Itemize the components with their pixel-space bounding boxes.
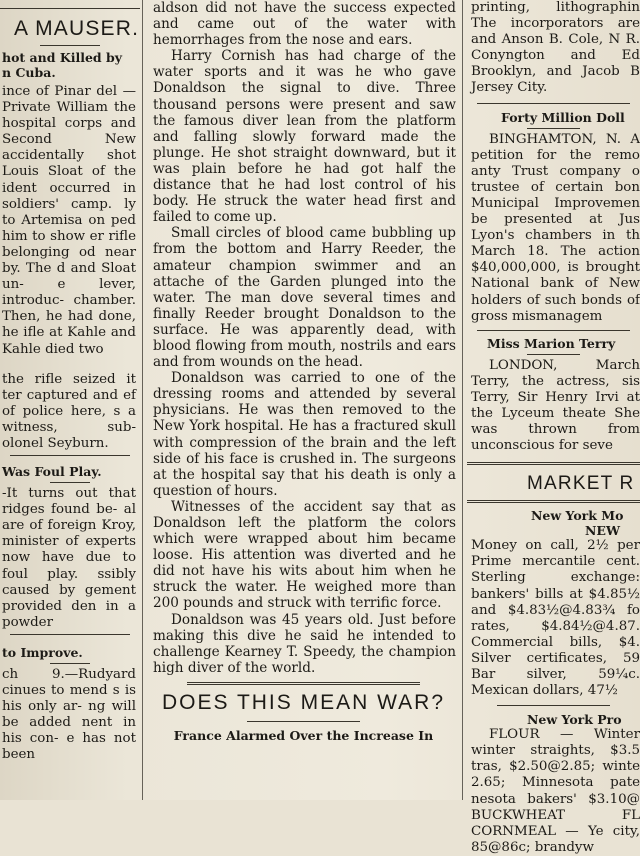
column-left bbox=[0, 0, 140, 800]
rule bbox=[0, 8, 140, 9]
headline-mauser: A MAUSER. bbox=[14, 17, 140, 40]
rule bbox=[527, 128, 580, 129]
rule bbox=[527, 354, 580, 355]
rule bbox=[10, 455, 130, 456]
subhead-marion-terry: Miss Marion Terry bbox=[487, 335, 616, 351]
paragraph: Donaldson was carried to one of the dressing rooms and attended by several physicians. He was then removed to the New York hospital. He has a fractured skull with compression of the brain and the left side of his face is crushed in. The surgeons at the hospital say that his death is only a question of hours. bbox=[153, 370, 456, 499]
rule bbox=[50, 482, 90, 483]
story-produce: FLOUR — Winter winter straights, $3.5 tras, $2.50@2.85; winte 2.65; Minnesota pate nesota bakers' $3.10@ BUCKWHEAT FL CORNMEAL — Ye city, 85@86c; brandyw bbox=[471, 727, 640, 855]
column-right bbox=[467, 0, 640, 855]
paragraph: Harry Cornish has had charge of the water sports and it was he who gave Donaldson the signal to dive. Three thousand persons were present and saw the famous diver lean from the platform and falling slowly forward made the plunge. He shot straight downward, but it was plain before he had got half the distance that he had lost control of his body. He struck the water head first and failed to come up. bbox=[153, 48, 456, 226]
rule bbox=[10, 634, 130, 635]
column-rule-1 bbox=[142, 0, 143, 800]
story-improve: ch 9.—Rudyard cinues to mend s is his only ar- ng will be added nent in his con- e has not been bbox=[2, 666, 136, 763]
subhead-shot-killed: hot and Killed by n Cuba. bbox=[2, 50, 122, 80]
rule bbox=[50, 663, 90, 664]
story-mauser-cont: the rifle seized it ter captured and ef of police here, s a witness, sub- olonel Seyburn. bbox=[2, 371, 136, 451]
subhead-ny-produce: New York Pro bbox=[527, 712, 622, 728]
rule bbox=[477, 103, 630, 104]
headline-improve: to Improve. bbox=[2, 644, 83, 660]
paragraph: aldson did not have the success expected and came out of the water with hemorrhages from the nose and ears. bbox=[153, 0, 456, 49]
paragraph: Small circles of blood came bubbling up from the bottom and Harry Reeder, the amateur champion swimmer and an attache of the Garden plunged into the water. The man dove several times and finally Reeder brought Donaldson to the surface. He was apparently dead, with blood flowing from mouth, nostrils and ears and from wounds on the head. bbox=[153, 225, 456, 371]
rule bbox=[467, 500, 640, 503]
story-foul-play: -It turns out that ridges found be- al are of foreign Kroy, minister of experts now have due to foul play. ssibly caused by gement provided den in a powder bbox=[2, 486, 136, 630]
rule bbox=[187, 682, 420, 685]
paragraph: Witnesses of the accident say that as Donaldson left the platform the colors which were wrapped about him became loose. His attention was diverted and he did not have his wits about him when he struck the water. He weighed more than 200 pounds and struck with terrific force. bbox=[153, 498, 456, 612]
story-money: Money on call, 2½ per Prime mercantile cent. Sterling exchange: bankers' bills at $4.85½ and $4.83½@4.83¾ fo rates, $4.84½@4.87. Commercial bills, $4. Silver certificates, 59 Bar silver, 59¼c. Mexican dollars, 47½ bbox=[471, 538, 640, 699]
subhead-ny-money: New York Mo bbox=[531, 508, 624, 524]
headline-foul-play: Was Foul Play. bbox=[2, 464, 102, 480]
headline-market: MARKET R bbox=[527, 473, 635, 495]
headline-war: DOES THIS MEAN WAR? bbox=[161, 690, 446, 714]
story-binghamton: BINGHAMTON, N. A petition for the remo anty Trust company o trustee of certain bon Municipal Improvemen be presented at Jus Lyon's chambers in th March 18. The action $40,000,000, is brought National bank of New holders of such bonds of gross mismanagem bbox=[471, 131, 640, 324]
rule bbox=[467, 462, 640, 465]
rule bbox=[247, 721, 360, 722]
rule bbox=[40, 45, 100, 46]
rule bbox=[477, 330, 630, 331]
subhead-new: NEW bbox=[585, 523, 620, 539]
column-rule-2 bbox=[462, 0, 463, 800]
column-center bbox=[147, 0, 460, 800]
story-incorporators: printing, lithographin The incorporators are and Anson B. Cole, N R. Conyngton and Ed Brooklyn, and Jacob B Jersey City. bbox=[471, 0, 640, 96]
subhead-france: France Alarmed Over the Increase In bbox=[173, 727, 434, 743]
paragraph: Donaldson was 45 years old. Just before making this dive he said he intended to challenge Kearney T. Speedy, the champion high diver of the world. bbox=[153, 611, 456, 676]
story-mauser: ince of Pinar del —Private William the hospital corps and Second New accidentally shot Louis Sloat of the ident occurred in soldiers' camp. ly to Artemisa on ped him to show er rifle belonging od near by. The d and Sloat un- e lever, introduc- chamber. Then, he had done, he ifle at Kahle and Kahle died two bbox=[2, 84, 136, 357]
rule bbox=[497, 705, 610, 706]
story-london: LONDON, March Terry, the actress, sis Terry, Sir Henry Irvi at the Lyceum theate She was thrown from unconscious for seve bbox=[471, 357, 640, 454]
subhead-forty-million: Forty Million Doll bbox=[501, 109, 625, 125]
